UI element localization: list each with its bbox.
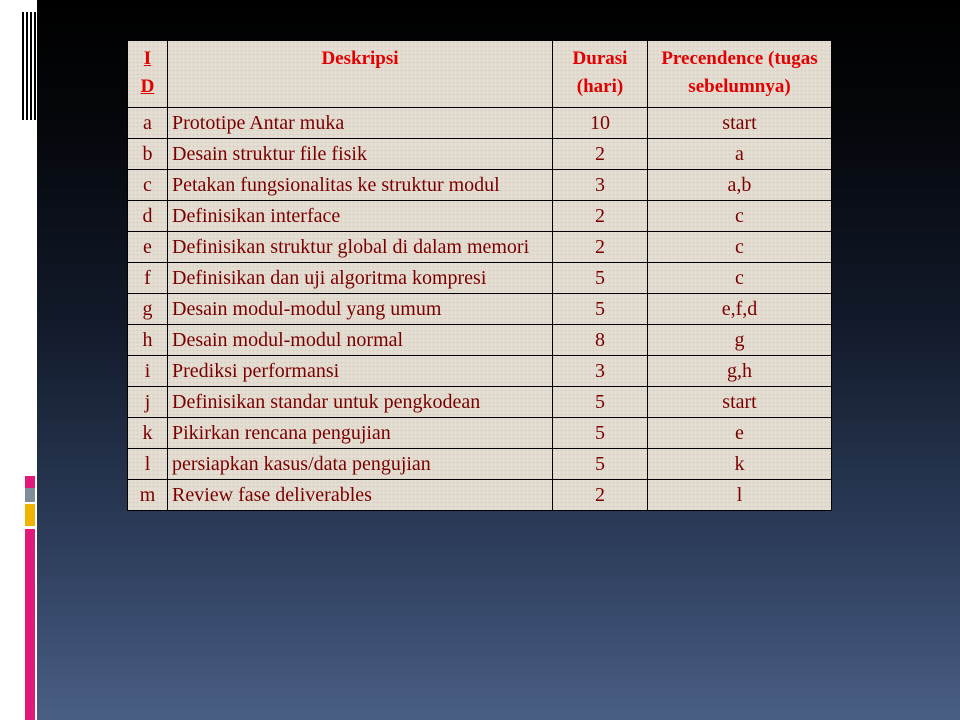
header-id xyxy=(128,41,168,108)
header-id-line1: I xyxy=(143,48,152,69)
cell-precedence: c xyxy=(648,201,832,232)
cell-duration: 2 xyxy=(553,139,648,170)
header-description: Deskripsi xyxy=(168,41,553,108)
cell-duration: 2 xyxy=(553,480,648,511)
cell-id: d xyxy=(128,201,168,232)
cell-precedence: g,h xyxy=(648,356,832,387)
cell-precedence: a,b xyxy=(648,170,832,201)
cell-description: Pikirkan rencana pengujian xyxy=(168,418,553,449)
table-row xyxy=(128,170,832,201)
cell-id: k xyxy=(128,418,168,449)
cell-description: Prediksi performansi xyxy=(168,356,553,387)
accent-bar-yellow xyxy=(25,504,35,526)
table-row xyxy=(128,263,832,294)
cell-duration: 5 xyxy=(553,263,648,294)
accent-bar-gray xyxy=(25,488,35,502)
cell-precedence: c xyxy=(648,232,832,263)
cell-description: Desain modul-modul yang umum xyxy=(168,294,553,325)
accent-bar-pink-1 xyxy=(25,476,35,488)
task-table xyxy=(127,40,832,511)
cell-id: j xyxy=(128,387,168,418)
cell-precedence: a xyxy=(648,139,832,170)
cell-precedence: e xyxy=(648,418,832,449)
cell-duration: 5 xyxy=(553,387,648,418)
cell-description: persiapkan kasus/data pengujian xyxy=(168,449,553,480)
cell-description: Review fase deliverables xyxy=(168,480,553,511)
table-row xyxy=(128,201,832,232)
cell-duration: 2 xyxy=(553,232,648,263)
table-row xyxy=(128,232,832,263)
table-header-row xyxy=(128,41,832,108)
table-row xyxy=(128,325,832,356)
table-row xyxy=(128,139,832,170)
cell-id: c xyxy=(128,170,168,201)
cell-precedence: g xyxy=(648,325,832,356)
header-precedence: Precendence (tugas sebelumnya) xyxy=(648,41,832,108)
cell-precedence: e,f,d xyxy=(648,294,832,325)
cell-duration: 2 xyxy=(553,201,648,232)
cell-duration: 5 xyxy=(553,449,648,480)
cell-duration: 5 xyxy=(553,294,648,325)
table-row xyxy=(128,387,832,418)
cell-duration: 10 xyxy=(553,108,648,139)
cell-precedence: k xyxy=(648,449,832,480)
table-row xyxy=(128,449,832,480)
cell-id: h xyxy=(128,325,168,356)
cell-description: Definisikan struktur global di dalam memori xyxy=(168,232,553,263)
cell-precedence: l xyxy=(648,480,832,511)
cell-precedence: start xyxy=(648,387,832,418)
cell-duration: 3 xyxy=(553,170,648,201)
header-id-line2: D xyxy=(140,76,155,97)
table-row xyxy=(128,356,832,387)
table-row xyxy=(128,294,832,325)
cell-id: l xyxy=(128,449,168,480)
decorative-stripes-icon xyxy=(22,12,37,122)
cell-description: Prototipe Antar muka xyxy=(168,108,553,139)
cell-id: a xyxy=(128,108,168,139)
cell-id: m xyxy=(128,480,168,511)
table-row xyxy=(128,418,832,449)
cell-description: Petakan fungsionalitas ke struktur modul xyxy=(168,170,553,201)
table-row xyxy=(128,480,832,511)
cell-description: Definisikan dan uji algoritma kompresi xyxy=(168,263,553,294)
cell-description: Definisikan interface xyxy=(168,201,553,232)
cell-id: b xyxy=(128,139,168,170)
table-row xyxy=(128,108,832,139)
cell-id: g xyxy=(128,294,168,325)
cell-id: f xyxy=(128,263,168,294)
cell-duration: 3 xyxy=(553,356,648,387)
cell-description: Definisikan standar untuk pengkodean xyxy=(168,387,553,418)
accent-bar-pink-2 xyxy=(25,529,35,720)
header-duration: Durasi (hari) xyxy=(553,41,648,108)
cell-id: i xyxy=(128,356,168,387)
cell-description: Desain modul-modul normal xyxy=(168,325,553,356)
cell-precedence: c xyxy=(648,263,832,294)
cell-id: e xyxy=(128,232,168,263)
cell-duration: 5 xyxy=(553,418,648,449)
cell-description: Desain struktur file fisik xyxy=(168,139,553,170)
cell-duration: 8 xyxy=(553,325,648,356)
task-table-body xyxy=(128,108,832,511)
cell-precedence: start xyxy=(648,108,832,139)
